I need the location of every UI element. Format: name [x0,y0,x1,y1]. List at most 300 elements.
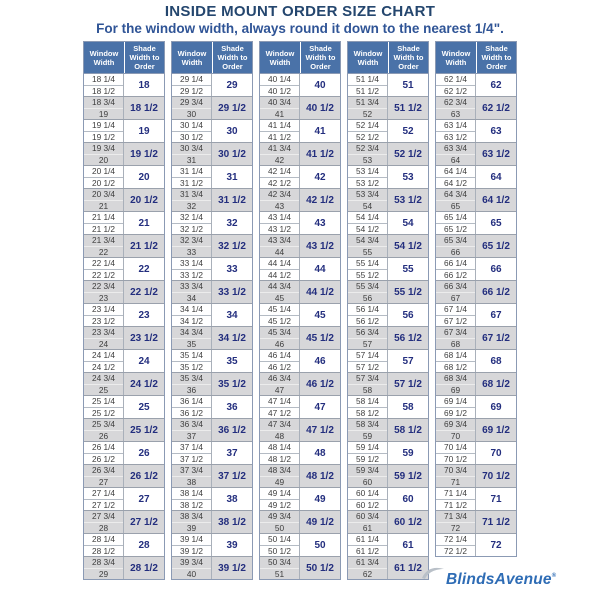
window-width-value: 36 [186,384,197,395]
shade-width-value: 33 1/2 [218,286,246,298]
size-row-group [436,142,516,165]
window-width-value: 49 1/4 [260,488,299,500]
window-width-cells [260,120,300,142]
size-row-group [260,234,340,257]
window-width-cells [436,350,476,372]
window-width-value: 71 3/4 [436,511,475,523]
window-width-value: 51 [274,568,285,579]
size-row-group [260,556,340,579]
window-width-value: 63 3/4 [436,143,475,155]
window-width-cells [172,442,212,464]
window-width-value: 71 1/2 [443,499,468,510]
shade-width-value: 41 1/2 [306,148,334,160]
shade-width-value: 31 1/2 [218,194,246,206]
window-width-cells [84,534,124,556]
window-width-cells [172,557,212,579]
size-row-group [260,165,340,188]
size-row-group [172,96,252,119]
window-width-value: 45 3/4 [260,327,299,339]
size-row-group [348,487,428,510]
size-row-group [172,533,252,556]
window-width-cells [260,465,300,487]
size-row-group [348,303,428,326]
page-title: INSIDE MOUNT ORDER SIZE CHART [164,3,436,20]
window-width-value: 43 3/4 [260,235,299,247]
size-row-group [172,326,252,349]
window-width-cells [84,304,124,326]
window-width-value: 44 3/4 [260,281,299,293]
window-width-cells [84,281,124,303]
window-width-value: 47 1/4 [260,396,299,408]
size-row-group [348,510,428,533]
size-row-group [260,280,340,303]
window-width-value: 51 1/4 [348,74,387,86]
shade-width-value: 25 1/2 [130,424,158,436]
window-width-value: 69 1/2 [443,407,468,418]
window-width-value: 41 3/4 [260,143,299,155]
shade-width-value: 36 1/2 [218,424,246,436]
window-width-value: 62 1/2 [443,85,468,96]
window-width-cells [260,258,300,280]
window-width-value: 68 1/2 [443,361,468,372]
size-row-group [348,234,428,257]
shade-width-value: 67 1/2 [482,332,510,344]
window-width-value: 70 1/2 [443,453,468,464]
shade-width-value: 36 [226,401,238,413]
window-width-value: 65 [450,200,461,211]
window-width-value: 31 1/2 [179,177,204,188]
window-width-value: 58 1/2 [355,407,380,418]
blindsavenue-logo [421,565,556,587]
window-width-cells [260,419,300,441]
shade-width-value: 40 [314,79,326,91]
window-width-cells [436,488,476,510]
window-width-value: 44 [274,246,285,257]
size-row-group [348,73,428,96]
shade-width-value: 24 1/2 [130,378,158,390]
block-header [348,42,428,73]
shade-width-value: 63 1/2 [482,148,510,160]
window-width-cells [172,97,212,119]
shade-width-header: Shade Width to Order [212,42,252,73]
size-row-group [348,119,428,142]
shade-width-value: 34 1/2 [218,332,246,344]
window-width-value: 21 3/4 [84,235,123,247]
window-width-value: 49 [274,476,285,487]
window-width-value: 37 [186,430,197,441]
window-width-cells [84,189,124,211]
window-width-cells [84,557,124,579]
window-width-cells [172,488,212,510]
size-row-group [436,418,516,441]
window-width-value: 59 [362,430,373,441]
window-width-value: 62 1/4 [436,74,475,86]
window-width-cells [348,212,388,234]
window-width-value: 30 [186,108,197,119]
size-row-group [84,73,164,96]
window-width-value: 67 3/4 [436,327,475,339]
size-row-group [260,119,340,142]
shade-width-value: 65 [490,217,502,229]
window-width-cells [436,465,476,487]
window-width-value: 62 3/4 [436,97,475,109]
window-width-value: 37 1/4 [172,442,211,454]
window-width-cells [260,511,300,533]
window-width-cells [84,258,124,280]
window-width-value: 45 1/4 [260,304,299,316]
window-width-cells [84,419,124,441]
window-width-value: 48 1/4 [260,442,299,454]
window-width-cells [436,419,476,441]
window-width-value: 27 3/4 [84,511,123,523]
window-width-value: 68 1/4 [436,350,475,362]
window-width-cells [172,465,212,487]
size-row-group [348,211,428,234]
shade-width-value: 42 1/2 [306,194,334,206]
shade-width-value: 57 [402,355,414,367]
window-width-cells [172,373,212,395]
window-width-value: 47 3/4 [260,419,299,431]
window-width-value: 37 3/4 [172,465,211,477]
window-width-value: 29 3/4 [172,97,211,109]
shade-width-value: 19 1/2 [130,148,158,160]
window-width-value: 43 [274,200,285,211]
window-width-cells [84,235,124,257]
shade-width-value: 72 [490,539,502,551]
window-width-value: 65 3/4 [436,235,475,247]
size-row-group [172,280,252,303]
shade-width-header: Shade Width to Order [476,42,516,73]
window-width-value: 30 1/4 [172,120,211,132]
shade-width-value: 29 [226,79,238,91]
size-row-group [436,533,516,556]
shade-width-value: 21 1/2 [130,240,158,252]
window-width-value: 41 1/2 [267,131,292,142]
window-width-cells [260,212,300,234]
shade-width-value: 60 [402,493,414,505]
size-row-group [260,510,340,533]
window-width-value: 67 [450,292,461,303]
shade-width-header: Shade Width to Order [388,42,428,73]
window-width-value: 37 1/2 [179,453,204,464]
size-row-group [348,395,428,418]
shade-width-value: 25 [138,401,150,413]
shade-width-value: 39 1/2 [218,562,246,574]
window-width-value: 63 1/2 [443,131,468,142]
window-width-value: 34 1/4 [172,304,211,316]
shade-width-value: 70 1/2 [482,470,510,482]
size-row-group [436,257,516,280]
window-width-cells [348,396,388,418]
window-width-value: 42 [274,154,285,165]
block-header [84,42,164,73]
window-width-value: 39 3/4 [172,557,211,569]
size-row-group [436,326,516,349]
window-width-value: 42 3/4 [260,189,299,201]
shade-width-value: 50 1/2 [306,562,334,574]
shade-width-value: 60 1/2 [394,516,422,528]
size-row-group [84,510,164,533]
window-width-value: 21 1/4 [84,212,123,224]
window-width-value: 57 1/2 [355,361,380,372]
size-row-group [172,142,252,165]
window-width-cells [436,97,476,119]
size-row-group [260,211,340,234]
window-width-value: 53 1/2 [355,177,380,188]
size-row-group [172,395,252,418]
shade-width-value: 53 [402,171,414,183]
shade-width-value: 41 [314,125,326,137]
window-width-value: 19 3/4 [84,143,123,155]
window-width-value: 18 1/4 [84,74,123,86]
window-width-value: 35 1/4 [172,350,211,362]
size-row-group [84,349,164,372]
window-width-value: 58 3/4 [348,419,387,431]
window-width-value: 27 1/4 [84,488,123,500]
window-width-value: 65 1/2 [443,223,468,234]
window-width-cells [436,143,476,165]
window-width-value: 61 [362,522,373,533]
window-width-cells [436,166,476,188]
shade-width-value: 18 1/2 [130,102,158,114]
window-width-value: 35 3/4 [172,373,211,385]
window-width-cells [84,74,124,96]
window-width-cells [348,143,388,165]
window-width-value: 27 1/2 [91,499,116,510]
window-width-value: 23 1/2 [91,315,116,326]
size-row-group [84,556,164,579]
window-width-cells [436,396,476,418]
size-row-group [260,96,340,119]
size-row-group [436,280,516,303]
shade-width-value: 70 [490,447,502,459]
size-row-group [348,418,428,441]
size-row-group [436,487,516,510]
window-width-cells [348,235,388,257]
shade-width-value: 64 [490,171,502,183]
shade-width-value: 51 [402,79,414,91]
window-width-value: 60 1/2 [355,499,380,510]
size-row-group [436,349,516,372]
window-width-value: 18 3/4 [84,97,123,109]
size-row-group [172,234,252,257]
window-width-cells [348,511,388,533]
window-width-cells [348,189,388,211]
window-width-cells [348,166,388,188]
window-width-cells [348,373,388,395]
size-row-group [84,142,164,165]
size-row-group [436,510,516,533]
window-width-cells [172,120,212,142]
size-row-group [172,372,252,395]
size-row-group [172,418,252,441]
window-width-value: 26 [98,430,109,441]
size-row-group [260,188,340,211]
window-width-value: 51 1/2 [355,85,380,96]
shade-width-value: 55 1/2 [394,286,422,298]
shade-width-value: 61 [402,539,414,551]
window-width-value: 36 1/4 [172,396,211,408]
window-width-value: 38 1/4 [172,488,211,500]
window-width-value: 40 1/4 [260,74,299,86]
window-width-value: 57 [362,338,373,349]
shade-width-value: 27 [138,493,150,505]
shade-width-value: 29 1/2 [218,102,246,114]
shade-width-value: 27 1/2 [130,516,158,528]
window-width-value: 32 3/4 [172,235,211,247]
window-width-cells [84,488,124,510]
window-width-value: 53 [362,154,373,165]
size-row-group [260,326,340,349]
window-width-cells [348,281,388,303]
window-width-value: 66 [450,246,461,257]
window-width-value: 21 1/2 [91,223,116,234]
window-width-value: 25 [98,384,109,395]
window-width-cells [436,304,476,326]
window-width-value: 59 1/4 [348,442,387,454]
shade-width-value: 34 [226,309,238,321]
size-row-group [172,349,252,372]
size-row-group [84,280,164,303]
size-row-group [84,533,164,556]
shade-width-value: 45 [314,309,326,321]
block-header [260,42,340,73]
window-width-cells [260,350,300,372]
size-row-group [260,533,340,556]
window-width-cells [84,143,124,165]
shade-width-value: 43 1/2 [306,240,334,252]
shade-width-value: 69 1/2 [482,424,510,436]
window-width-value: 60 3/4 [348,511,387,523]
shade-width-value: 56 1/2 [394,332,422,344]
shade-width-value: 42 [314,171,326,183]
chart-column-block-5 [435,41,517,557]
window-width-cells [436,120,476,142]
window-width-value: 20 3/4 [84,189,123,201]
shade-width-value: 26 1/2 [130,470,158,482]
shade-width-value: 59 [402,447,414,459]
size-row-group [260,142,340,165]
size-row-group [172,257,252,280]
size-row-group [348,165,428,188]
size-row-group [84,487,164,510]
page-subtitle: For the window width, always round it down to the nearest 1/4". [96,21,504,36]
window-width-value: 34 1/2 [179,315,204,326]
shade-width-value: 52 [402,125,414,137]
window-width-value: 59 1/2 [355,453,380,464]
window-width-value: 68 [450,338,461,349]
window-width-cells [348,74,388,96]
window-width-value: 43 1/2 [267,223,292,234]
shade-width-value: 62 [490,79,502,91]
shade-width-value: 22 [138,263,150,275]
shade-width-value: 39 [226,539,238,551]
block-header [172,42,252,73]
window-width-value: 42 1/2 [267,177,292,188]
size-row-group [260,395,340,418]
window-width-value: 50 3/4 [260,557,299,569]
window-width-value: 46 3/4 [260,373,299,385]
size-row-group [84,395,164,418]
shade-width-value: 71 1/2 [482,516,510,528]
window-width-cells [436,189,476,211]
shade-width-value: 66 1/2 [482,286,510,298]
shade-width-header: Shade Width to Order [124,42,164,73]
window-width-value: 33 1/2 [179,269,204,280]
window-width-value: 55 [362,246,373,257]
shade-width-value: 18 [138,79,150,91]
window-width-header: Window Width [177,48,207,67]
shade-width-value: 21 [138,217,150,229]
window-width-value: 57 3/4 [348,373,387,385]
shade-width-value: 63 [490,125,502,137]
size-row-group [348,280,428,303]
shade-width-value: 44 [314,263,326,275]
size-row-group [436,165,516,188]
window-width-value: 31 [186,154,197,165]
shade-width-value: 64 1/2 [482,194,510,206]
shade-width-value: 37 [226,447,238,459]
shade-width-value: 35 [226,355,238,367]
shade-width-value: 26 [138,447,150,459]
size-row-group [260,303,340,326]
window-width-cells [436,534,476,556]
window-width-cells [84,120,124,142]
size-row-group [348,188,428,211]
window-width-value: 41 [274,108,285,119]
window-width-value: 36 3/4 [172,419,211,431]
window-width-value: 22 [98,246,109,257]
window-width-cells [260,534,300,556]
window-width-cells [172,143,212,165]
window-width-value: 54 1/4 [348,212,387,224]
window-width-value: 51 3/4 [348,97,387,109]
size-row-group [260,257,340,280]
shade-width-value: 46 1/2 [306,378,334,390]
window-width-cells [348,419,388,441]
window-width-value: 38 [186,476,197,487]
swoosh-icon [421,565,445,585]
window-width-value: 22 1/4 [84,258,123,270]
window-width-value: 54 1/2 [355,223,380,234]
window-width-value: 32 1/2 [179,223,204,234]
size-row-group [436,441,516,464]
window-width-value: 49 3/4 [260,511,299,523]
shade-width-value: 71 [490,493,502,505]
window-width-value: 19 1/2 [91,131,116,142]
shade-width-value: 23 1/2 [130,332,158,344]
size-row-group [260,487,340,510]
window-width-value: 55 1/4 [348,258,387,270]
size-row-group [84,234,164,257]
window-width-value: 69 1/4 [436,396,475,408]
size-row-group [436,73,516,96]
size-row-group [436,464,516,487]
window-width-value: 56 1/2 [355,315,380,326]
window-width-value: 28 1/2 [91,545,116,556]
shade-width-value: 47 [314,401,326,413]
size-row-group [172,487,252,510]
window-width-cells [348,258,388,280]
window-width-value: 36 1/2 [179,407,204,418]
shade-width-value: 57 1/2 [394,378,422,390]
window-width-value: 67 1/4 [436,304,475,316]
shade-width-value: 56 [402,309,414,321]
shade-width-value: 32 [226,217,238,229]
window-width-value: 30 1/2 [179,131,204,142]
shade-width-value: 58 [402,401,414,413]
window-width-value: 66 3/4 [436,281,475,293]
